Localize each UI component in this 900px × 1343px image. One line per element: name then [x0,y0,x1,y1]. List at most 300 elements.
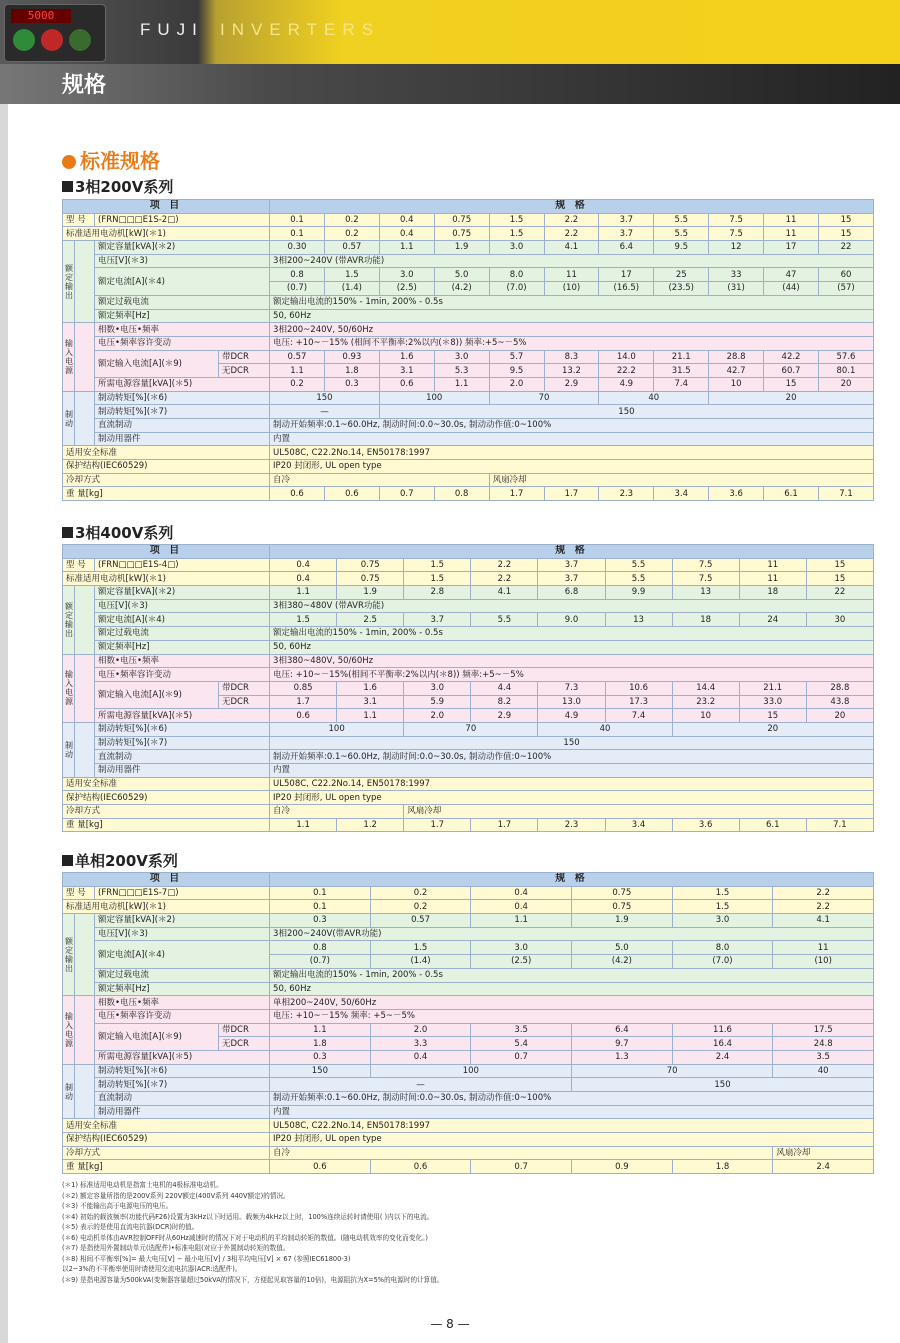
value-cell: 4.1 [544,241,599,255]
row-label: 电压[V](＊3) [95,927,270,941]
value-cell: 6.4 [599,241,654,255]
value-cell: 6.8 [538,586,605,600]
table-row [63,941,874,955]
value-cell: 1.5 [404,558,471,572]
row-label: 直流制动 [95,419,270,433]
table-row [63,558,874,572]
row-label: 冷却方式 [63,473,270,487]
value-cell: 11 [739,558,806,572]
value-cell: 3.7 [599,213,654,227]
value-cell: 2.5 [337,613,404,627]
value-cell: 20 [806,709,873,723]
value-cell: 1.5 [672,886,773,900]
model-code: (FRN□□□E1S-4□) [95,558,270,572]
value-cell: 50, 60Hz [270,982,874,996]
value-cell: 0.2 [370,900,471,914]
value-cell: 0.3 [324,377,379,391]
value-cell: 7.3 [538,681,605,695]
value-cell: 8.3 [544,350,599,364]
value-cell: 1.8 [270,1037,371,1051]
value-cell: 1.5 [489,213,544,227]
table-row [63,791,874,805]
value-cell: 内置 [270,432,874,446]
table-row [63,750,874,764]
value-cell: 电压: +10~－15% 频率: +5~－5% [270,1009,874,1023]
value-cell: 7.5 [709,213,764,227]
inverter-panel-image [4,4,106,62]
table-row [63,1050,874,1064]
row-label: 额定容量[kVA](＊2) [95,241,270,255]
series-title: 3相400V系列 [62,522,173,543]
table-row [63,599,874,613]
value-cell: 2.2 [773,900,874,914]
value-cell: 0.4 [379,227,434,241]
value-cell: 11 [764,227,819,241]
table-row [63,391,874,405]
row-label: 制动转矩[%](＊6) [95,1064,270,1078]
value-cell: 50, 60Hz [270,309,874,323]
value-cell: 1.6 [379,350,434,364]
spacer [75,323,95,391]
value-cell: 制动开始频率:0.1~60.0Hz, 制动时间:0.0~30.0s, 制动动作值:0~100% [270,1092,874,1106]
value-cell: 20 [672,722,873,736]
square-bullet-icon [62,855,73,866]
value-cell: 0.7 [379,487,434,501]
value-cell: 5.5 [471,613,538,627]
value-cell: (10) [773,955,874,969]
row-label: 额定频率[Hz] [95,309,270,323]
table-row [63,927,874,941]
row-label: 直流制动 [95,1092,270,1106]
value-cell: 风扇冷却 [773,1146,874,1160]
value-cell: 150 [379,405,873,419]
value-cell: 1.7 [544,487,599,501]
value-cell: 7.5 [672,572,739,586]
spacer [75,391,95,446]
table-row [63,377,874,391]
value-cell: 1.8 [324,364,379,378]
value-cell: 0.75 [434,227,489,241]
row-label: 额定频率[Hz] [95,640,270,654]
spacer [75,722,95,777]
value-cell: 0.8 [270,941,371,955]
value-cell: IP20 封闭形, UL open type [270,1133,874,1147]
group-label: 额定输出 [63,586,75,654]
table-row [63,709,874,723]
value-cell: 5.9 [404,695,471,709]
value-cell: 0.4 [379,213,434,227]
value-cell: 额定输出电流的150% - 1min, 200% - 0.5s [270,627,874,641]
left-margin-strip [0,104,8,1343]
value-cell: (23.5) [654,282,709,296]
value-cell: 0.6 [270,1160,371,1174]
value-cell: 15 [806,558,873,572]
knob-icon [69,29,91,51]
value-cell: (1.4) [324,282,379,296]
value-cell: 3相380~480V (带AVR功能) [270,599,874,613]
value-cell: 10 [672,709,739,723]
value-cell: 1.5 [370,941,471,955]
value-cell: 电压: +10~－15%(相间不平衡率:2%以内(＊8)) 频率:+5~－5% [270,668,874,682]
row-label: 重 量[kg] [63,1160,270,1174]
table-row [63,1133,874,1147]
value-cell: 1.6 [337,681,404,695]
row-label: 额定容量[kVA](＊2) [95,914,270,928]
table-row [63,1146,874,1160]
value-cell: 2.2 [471,558,538,572]
value-cell: 3.4 [654,487,709,501]
table-row [63,654,874,668]
value-cell: 0.1 [270,227,325,241]
group-label: 制动 [63,1064,75,1119]
value-cell: 8.2 [471,695,538,709]
table-row [63,295,874,309]
value-cell: 100 [270,722,404,736]
value-cell: 6.1 [764,487,819,501]
value-cell: 18 [739,586,806,600]
row-label: 型 号 [63,558,95,572]
row-label: 相数•电压•频率 [95,996,270,1010]
value-cell: 0.57 [324,241,379,255]
value-cell: 3.7 [538,572,605,586]
value-cell: 自冷 [270,805,404,819]
value-cell: 0.7 [471,1160,572,1174]
row-label: 带DCR [219,350,270,364]
square-bullet-icon [62,181,73,192]
value-cell: 2.4 [773,1160,874,1174]
value-cell: 内置 [270,1105,874,1119]
table-row [63,241,874,255]
value-cell: 3.1 [379,364,434,378]
value-cell: (0.7) [270,955,371,969]
value-cell: 15 [818,213,873,227]
table-row [63,432,874,446]
table-row [63,1023,874,1037]
row-label: 额定过载电流 [95,627,270,641]
value-cell: (1.4) [370,955,471,969]
value-cell: 1.1 [270,586,337,600]
table-row [63,545,874,559]
row-label: 所需电源容量[kVA](＊5) [95,377,270,391]
value-cell: 5.0 [572,941,673,955]
model-code: (FRN□□□E1S-2□) [95,213,270,227]
series-title: 3相200V系列 [62,176,173,197]
value-cell: 15 [739,709,806,723]
value-cell: 2.3 [599,487,654,501]
value-cell: (16.5) [599,282,654,296]
row-label: 直流制动 [95,750,270,764]
value-cell: 23.2 [672,695,739,709]
value-cell: (10) [544,282,599,296]
value-cell: 0.8 [270,268,325,282]
row-label: 型 号 [63,213,95,227]
value-cell: 3.0 [379,268,434,282]
value-cell: 57.6 [818,350,873,364]
table-row [63,572,874,586]
value-cell: 40 [538,722,672,736]
value-cell: 9.9 [605,586,672,600]
value-cell: 40 [599,391,709,405]
value-cell: (7.0) [672,955,773,969]
value-cell: 14.0 [599,350,654,364]
value-cell: 风扇冷却 [489,473,873,487]
row-label: 标准适用电动机[kW](＊1) [63,900,270,914]
table-row [63,818,874,832]
row-label: 电压•频率容许变动 [95,336,270,350]
table-row [63,640,874,654]
value-cell: (31) [709,282,764,296]
value-cell: 1.1 [434,377,489,391]
row-label: 制动用器件 [95,1105,270,1119]
value-cell: 风扇冷却 [404,805,874,819]
value-cell: 0.6 [270,487,325,501]
value-cell: UL508C, C22.2No.14, EN50178:1997 [270,777,874,791]
value-cell: 9.5 [654,241,709,255]
value-cell: 7.5 [672,558,739,572]
row-label: 额定输入电流[A](＊9) [95,1023,219,1050]
value-cell: 22 [818,241,873,255]
value-cell: 14.4 [672,681,739,695]
value-cell: 3.7 [404,613,471,627]
table-row [63,996,874,1010]
value-cell: 1.9 [434,241,489,255]
spacer [75,1064,95,1119]
value-cell: 8.0 [672,941,773,955]
value-cell: 10.6 [605,681,672,695]
table-row [63,1078,874,1092]
value-cell: 17 [599,268,654,282]
value-cell: 0.1 [270,213,325,227]
value-cell: 0.2 [270,377,325,391]
title-bar [0,64,900,104]
value-cell: 0.57 [270,350,325,364]
value-cell: 9.0 [538,613,605,627]
row-label: 适用安全标准 [63,446,270,460]
footnote: (＊4) 初始的载波频率(功能代码F26)设置为3kHz以下时适用。载频为4kHz以上时，100%连续运转时请使用( )内以下的电流。 [62,1212,434,1221]
row-label: 额定电流[A](＊4) [95,613,270,627]
value-cell: 31.5 [654,364,709,378]
value-cell: 17.3 [605,695,672,709]
value-cell: 5.5 [605,572,672,586]
value-cell: 2.0 [489,377,544,391]
green-button-icon [13,29,35,51]
table-row [63,900,874,914]
footnote: (＊5) 表示的是使用直流电抗器(DCR)时的值。 [62,1223,199,1231]
value-cell: 50, 60Hz [270,640,874,654]
group-label: 输入电源 [63,323,75,391]
row-label: 带DCR [219,681,270,695]
table-row [63,777,874,791]
table-row [63,805,874,819]
row-label: 制动转矩[%](＊7) [95,736,270,750]
table-row [63,722,874,736]
value-cell: 3.5 [773,1050,874,1064]
row-label: 冷却方式 [63,805,270,819]
value-cell: 6.4 [572,1023,673,1037]
value-cell: 2.3 [538,818,605,832]
row-label: 适用安全标准 [63,1119,270,1133]
value-cell: 1.1 [270,364,325,378]
value-cell: 1.1 [270,818,337,832]
value-cell: 7.1 [818,487,873,501]
value-cell: 0.4 [471,900,572,914]
header-item: 项 目 [63,873,270,887]
row-label: 无DCR [219,364,270,378]
value-cell: 10 [709,377,764,391]
value-cell: 3.7 [538,558,605,572]
value-cell: 0.85 [270,681,337,695]
row-label: 电压[V](＊3) [95,254,270,268]
value-cell: (0.7) [270,282,325,296]
value-cell: 12 [709,241,764,255]
value-cell: 1.9 [337,586,404,600]
footnote: (＊9) 是指电源容量为500kVA(变频器容量超过50kVA的情况下，方便起见取容量的10倍)，电源阻抗为X=5%的电源时的计算值。 [62,1275,444,1284]
value-cell: 70 [572,1064,773,1078]
value-cell: 内置 [270,764,874,778]
table-row [63,968,874,982]
spacer [75,241,95,323]
row-label: 无DCR [219,695,270,709]
value-cell: 1.3 [572,1050,673,1064]
value-cell: 2.2 [544,213,599,227]
value-cell: 5.5 [605,558,672,572]
value-cell: 28.8 [709,350,764,364]
value-cell: 43.8 [806,695,873,709]
value-cell: 25 [654,268,709,282]
value-cell: 0.2 [324,227,379,241]
value-cell: 0.75 [337,572,404,586]
header-banner [0,0,900,64]
value-cell: 4.9 [538,709,605,723]
value-cell: 40 [773,1064,874,1078]
model-code: (FRN□□□E1S-7□) [95,886,270,900]
value-cell: 0.4 [471,886,572,900]
orange-bullet-icon [62,155,76,169]
spacer [75,996,95,1064]
value-cell: 0.75 [572,900,673,914]
spec-table-3ph-400v [62,544,874,832]
value-cell: (2.5) [471,955,572,969]
value-cell: 3.3 [370,1037,471,1051]
value-cell: (44) [764,282,819,296]
value-cell: 5.7 [489,350,544,364]
panel-display: 5000 [11,9,71,23]
value-cell: 2.9 [471,709,538,723]
value-cell: 1.1 [471,914,572,928]
table-row [63,473,874,487]
value-cell: IP20 封闭形, UL open type [270,791,874,805]
value-cell: 11 [544,268,599,282]
value-cell: 24.8 [773,1037,874,1051]
value-cell: 15 [764,377,819,391]
value-cell: — [270,1078,572,1092]
value-cell: 0.9 [572,1160,673,1174]
value-cell: 自冷 [270,1146,773,1160]
value-cell: 5.0 [434,268,489,282]
table-row [63,1105,874,1119]
footnote: (＊3) 不能输出高于电源电压的电压。 [62,1202,173,1210]
value-cell: 3.4 [605,818,672,832]
value-cell: 3.6 [672,818,739,832]
table-row [63,764,874,778]
footnote: (＊6) 电动机单体由AVR控制OFF时从60Hz减速时的情况下对于电动机的平均制动转矩的数值。(随电动机效率的变化而变化。) [62,1233,428,1242]
table-row [63,1009,874,1023]
value-cell: 1.7 [471,818,538,832]
row-label: 型 号 [63,886,95,900]
value-cell: (2.5) [379,282,434,296]
footnote: (＊2) 额定容量所指的是200V系列 220V额定(400V系列 440V额定)的情况。 [62,1191,290,1200]
table-row [63,213,874,227]
value-cell: UL508C, C22.2No.14, EN50178:1997 [270,446,874,460]
table-row [63,254,874,268]
value-cell: 16.4 [672,1037,773,1051]
value-cell: 1.5 [324,268,379,282]
value-cell: 0.6 [370,1160,471,1174]
value-cell: 0.93 [324,350,379,364]
value-cell: 3.0 [404,681,471,695]
value-cell: 0.4 [370,1050,471,1064]
row-label: 所需电源容量[kVA](＊5) [95,709,270,723]
row-label: 额定过载电流 [95,968,270,982]
value-cell: 4.4 [471,681,538,695]
row-label: 适用安全标准 [63,777,270,791]
row-label: 保护结构(IEC60529) [63,1133,270,1147]
value-cell: IP20 封闭形, UL open type [270,460,874,474]
value-cell: 1.5 [672,900,773,914]
table-row [63,336,874,350]
row-label: 额定输入电流[A](＊9) [95,681,219,708]
value-cell: 3相200~240V(带AVR功能) [270,927,874,941]
value-cell: 33.0 [739,695,806,709]
value-cell: 1.7 [270,695,337,709]
value-cell: 7.1 [806,818,873,832]
value-cell: 5.3 [434,364,489,378]
table-row [63,613,874,627]
value-cell: 9.7 [572,1037,673,1051]
value-cell: 4.9 [599,377,654,391]
spec-table-1ph-200v [62,872,874,1174]
value-cell: 2.2 [471,572,538,586]
value-cell: 1.5 [404,572,471,586]
row-label: 相数•电压•频率 [95,323,270,337]
brand-word-inverters: INVERTERS [220,20,380,39]
value-cell: 15 [806,572,873,586]
value-cell: 0.3 [270,1050,371,1064]
value-cell: 0.30 [270,241,325,255]
row-label: 所需电源容量[kVA](＊5) [95,1050,270,1064]
value-cell: — [270,405,380,419]
value-cell: 28.8 [806,681,873,695]
value-cell: 13.2 [544,364,599,378]
value-cell: 3相380~480V, 50/60Hz [270,654,874,668]
value-cell: 1.1 [337,709,404,723]
value-cell: 7.5 [709,227,764,241]
row-label: 额定输入电流[A](＊9) [95,350,219,377]
value-cell: 47 [764,268,819,282]
row-label: 额定电流[A](＊4) [95,941,270,968]
row-label: 带DCR [219,1023,270,1037]
value-cell: 5.5 [654,227,709,241]
value-cell: 0.1 [270,886,371,900]
value-cell: 0.57 [370,914,471,928]
spec-table-3ph-200v [62,199,874,501]
value-cell: 电压: +10~－15% (相间不平衡率:2%以内(＊8)) 频率:+5~－5% [270,336,874,350]
row-label: 制动转矩[%](＊7) [95,405,270,419]
value-cell: 4.1 [773,914,874,928]
value-cell: 0.6 [379,377,434,391]
value-cell: 1.9 [572,914,673,928]
value-cell: 11.6 [672,1023,773,1037]
